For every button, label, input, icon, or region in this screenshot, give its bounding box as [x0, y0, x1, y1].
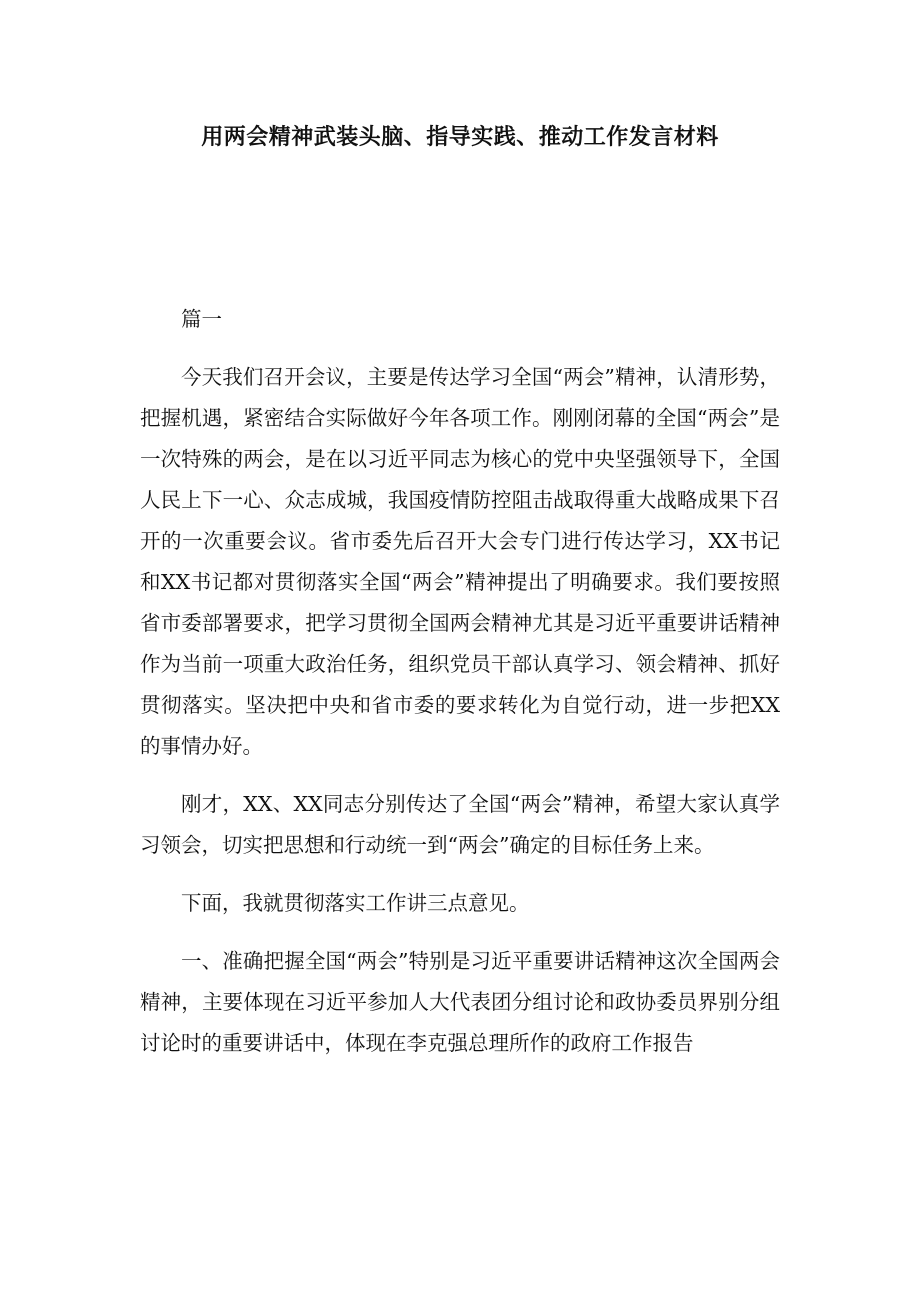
document-title: 用两会精神武装头脑、指导实践、推动工作发言材料	[201, 125, 719, 150]
section-heading: 篇一	[181, 307, 222, 331]
document-body	[140, 299, 780, 1081]
body-paragraph: 一、准确把握全国“两会”特别是习近平重要讲话精神这次全国两会精神，主要体现在习近平参加人大代表团分组讨论和政协委员界别分组讨论时的重要讲话中，体现在李克强总理所作的政府工作报告	[140, 949, 780, 1055]
body-paragraph: 今天我们召开会议，主要是传达学习全国“两会”精神，认清形势，把握机遇，紧密结合实际做好今年各项工作。刚刚闭幕的全国“两会”是一次特殊的两会，是在以习近平同志为核心的党中央坚强领导下，全国人民上下一心、众志成城，我国疫情防控阻击战取得重大战略成果下召开的一次重要会议。省市委先后召开大会专门进行传达学习，XX书记和XX书记都对贯彻落实全国“两会”精神提出了明确要求。我们要按照省市委部署要求，把学习贯彻全国两会精神尤其是习近平重要讲话精神作为当前一项重大政治任务，组织党员干部认真学习、领会精神、抓好贯彻落实。坚决把中央和省市委的要求转化为自觉行动，进一步把XX的事情办好。	[140, 365, 780, 758]
body-paragraph: 刚才，XX、XX同志分别传达了全国“两会”精神，希望大家认真学习领会，切实把思想和行动统一到“两会”确定的目标任务上来。	[140, 792, 780, 857]
body-paragraph: 下面，我就贯彻落实工作讲三点意见。	[181, 891, 530, 915]
